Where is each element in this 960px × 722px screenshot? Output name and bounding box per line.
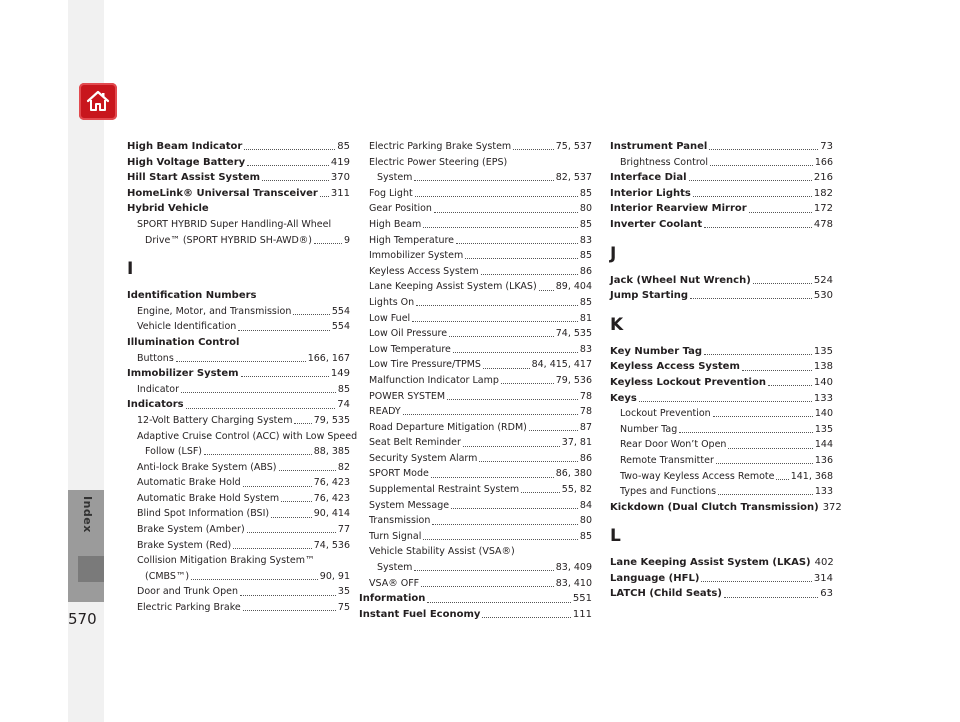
entry-pages: 74, 536	[313, 539, 350, 551]
index-subentry[interactable]	[127, 600, 350, 616]
entry-name: Lane Keeping Assist System (LKAS)	[610, 557, 811, 569]
entry-pages: 402	[814, 557, 834, 569]
entry-name: Buttons	[137, 352, 174, 364]
entry-pages: 85	[579, 296, 592, 308]
index-subentry[interactable]	[369, 248, 592, 264]
entry-pages: 76, 423	[313, 492, 350, 504]
index-subentry[interactable]	[127, 475, 350, 491]
entry-pages: 35	[337, 586, 350, 598]
entry-pages: 216	[813, 172, 833, 184]
entry-name: Electric Parking Brake	[137, 602, 241, 614]
entry-name: Road Departure Mitigation (RDM)	[369, 421, 527, 433]
entry-pages: 73	[820, 141, 833, 152]
entry-pages: 80	[579, 515, 592, 527]
entry-pages: 63	[820, 588, 833, 600]
entry-pages: 87	[579, 421, 592, 433]
entry-pages: 90, 91	[319, 570, 350, 582]
index-subentry[interactable]	[610, 422, 833, 438]
entry-pages: 140	[814, 408, 833, 420]
index-subentry[interactable]	[369, 342, 592, 358]
index-tab-marker	[78, 556, 104, 582]
section-letter-l: L	[610, 526, 621, 547]
entry-name: Types and Functions	[620, 486, 717, 498]
entry-pages: 90, 414	[313, 508, 350, 520]
entry-name: LATCH (Child Seats)	[610, 588, 722, 600]
index-subentry[interactable]	[369, 482, 592, 498]
entry-pages: 136	[814, 454, 833, 466]
index-subentry[interactable]	[369, 279, 592, 295]
index-subentry-text: Electric Power Steering (EPS)	[369, 156, 508, 168]
entry-name: Brake System (Red)	[137, 539, 232, 551]
entry-name: Language (HFL)	[610, 572, 700, 584]
index-entry[interactable]	[610, 288, 833, 304]
entry-pages: 83, 409	[555, 562, 592, 574]
entry-name: Engine, Motor, and Transmission	[137, 305, 292, 317]
entry-name: Follow (LSF)	[145, 446, 203, 458]
entry-pages: 85	[579, 250, 592, 262]
entry-name: High Voltage Battery	[127, 156, 246, 168]
index-subentry[interactable]	[127, 304, 350, 320]
entry-name: Instant Fuel Economy	[359, 608, 481, 620]
entry-name: Gear Position	[369, 203, 432, 215]
entry-pages: 88, 385	[313, 446, 350, 458]
index-entry[interactable]	[610, 201, 833, 217]
entry-pages: 79, 536	[555, 374, 592, 386]
entry-pages: 111	[572, 608, 592, 620]
index-heading: Identification Numbers	[127, 290, 257, 302]
index-entry[interactable]	[127, 139, 350, 155]
index-heading: Illumination Control	[127, 336, 240, 348]
page-number: 570	[68, 610, 97, 628]
entry-name: Vehicle Identification	[137, 321, 237, 333]
entry-pages: 83	[579, 234, 592, 246]
entry-pages: 82	[337, 461, 350, 473]
index-entry[interactable]	[127, 397, 350, 413]
entry-name: High Beam	[369, 218, 422, 230]
index-subentry[interactable]	[610, 453, 833, 469]
entry-pages: 554	[331, 305, 350, 317]
section-letter-i: I	[127, 259, 134, 280]
index-subentry-text: Vehicle Stability Assist (VSA®)	[369, 546, 515, 558]
index-column-1	[127, 139, 358, 616]
entry-pages: 83, 410	[555, 577, 592, 589]
entry-name: Low Tire Pressure/TPMS	[369, 359, 481, 371]
entry-name: Indicator	[137, 383, 179, 395]
entry-pages: 133	[814, 486, 833, 498]
index-entry[interactable]	[610, 273, 833, 289]
entry-name: READY	[369, 406, 401, 418]
index-subentry[interactable]	[610, 437, 833, 453]
entry-name: Drive™ (SPORT HYBRID SH-AWD®)	[145, 234, 313, 246]
index-subentry[interactable]	[369, 513, 592, 529]
index-subentry[interactable]	[610, 155, 833, 171]
entry-name: Security System Alarm	[369, 452, 478, 464]
entry-name: Keyless Access System	[610, 361, 740, 373]
entry-name: Key Number Tag	[610, 345, 703, 357]
index-entry[interactable]	[127, 170, 350, 186]
entry-name: High Beam Indicator	[127, 141, 243, 152]
index-subentry[interactable]	[610, 484, 833, 500]
entry-name: Immobilizer System	[369, 250, 464, 262]
entry-pages: 172	[813, 203, 833, 215]
entry-name: Remote Transmitter	[620, 454, 714, 466]
entry-pages: 135	[814, 423, 833, 435]
entry-pages: 419	[330, 156, 350, 168]
entry-name: Turn Signal	[369, 530, 422, 542]
entry-pages: 478	[813, 218, 833, 230]
entry-pages: 372	[822, 501, 842, 513]
index-subentry[interactable]	[369, 576, 592, 592]
index-subentry[interactable]	[369, 451, 592, 467]
entry-name: Automatic Brake Hold System	[137, 492, 280, 504]
entry-name: SPORT Mode	[369, 468, 429, 480]
entry-pages: 86	[579, 452, 592, 464]
entry-name: Door and Trunk Open	[137, 586, 239, 598]
index-subentry[interactable]	[369, 529, 592, 545]
entry-name: System Message	[369, 499, 450, 511]
entry-name: Keys	[610, 392, 637, 404]
index-subentry[interactable]	[127, 382, 350, 398]
entry-pages: 75	[337, 602, 350, 614]
index-entry[interactable]	[610, 139, 833, 155]
index-subentry[interactable]	[127, 584, 350, 600]
index-subentry[interactable]	[369, 326, 592, 342]
index-subentry[interactable]	[369, 170, 592, 186]
entry-pages: 74	[337, 399, 350, 411]
index-subentry[interactable]	[127, 522, 350, 538]
entry-name: Keyless Access System	[369, 265, 479, 277]
entry-name: Anti-lock Brake System (ABS)	[137, 461, 277, 473]
entry-name: Low Temperature	[369, 343, 451, 355]
index-entry[interactable]	[610, 359, 833, 375]
index-subentry[interactable]	[369, 404, 592, 420]
entry-pages: 85	[579, 218, 592, 230]
index-entry[interactable]	[610, 375, 833, 391]
entry-pages: 85	[337, 383, 350, 395]
entry-name: Brake System (Amber)	[137, 524, 245, 536]
entry-pages: 86, 380	[555, 468, 592, 480]
index-subentry[interactable]	[369, 435, 592, 451]
entry-name: Transmission	[369, 515, 431, 527]
section-letter-j: J	[610, 243, 617, 264]
index-subentry[interactable]	[369, 560, 592, 576]
index-entry[interactable]	[610, 186, 833, 202]
entry-name: System	[377, 172, 413, 184]
entry-pages: 166, 167	[307, 352, 350, 364]
entry-pages: 77	[337, 524, 350, 536]
entry-name: 12-Volt Battery Charging System	[137, 414, 293, 426]
entry-name: System	[377, 562, 413, 574]
index-subentry-text: Adaptive Cruise Control (ACC) with Low Speed	[137, 430, 358, 442]
index-subentry[interactable]	[369, 217, 592, 233]
index-subentry[interactable]	[369, 420, 592, 436]
index-entry[interactable]	[610, 571, 833, 587]
entry-name: Keyless Lockout Prevention	[610, 376, 766, 388]
entry-name: Interface Dial	[610, 172, 687, 184]
entry-name: Jack (Wheel Nut Wrench)	[610, 274, 751, 286]
entry-name: Jump Starting	[610, 290, 689, 302]
index-heading: Hybrid Vehicle	[127, 203, 209, 215]
entry-name: Inverter Coolant	[610, 218, 703, 230]
index-subentry[interactable]	[127, 538, 350, 554]
index-subentry[interactable]	[369, 264, 592, 280]
entry-name: Lights On	[369, 296, 415, 308]
entry-pages: 78	[579, 390, 592, 402]
index-subentry[interactable]	[369, 295, 592, 311]
entry-name: Blind Spot Information (BSI)	[137, 508, 270, 520]
index-column-2	[359, 139, 592, 622]
entry-name: Information	[359, 593, 426, 605]
entry-name: Lockout Prevention	[620, 408, 711, 420]
entry-pages: 74, 535	[555, 328, 592, 340]
index-subentry[interactable]	[127, 569, 350, 585]
entry-pages: 370	[330, 172, 350, 184]
entry-pages: 149	[330, 368, 350, 380]
entry-pages: 144	[814, 439, 833, 451]
entry-name: Low Oil Pressure	[369, 328, 448, 340]
entry-pages: 84, 415, 417	[531, 359, 592, 371]
index-subentry[interactable]	[369, 498, 592, 514]
index-subentry[interactable]	[369, 357, 592, 373]
entry-pages: 85	[579, 530, 592, 542]
entry-pages: 554	[331, 321, 350, 333]
index-subentry[interactable]	[369, 139, 592, 155]
entry-pages: 9	[343, 234, 350, 246]
index-subentry[interactable]	[369, 373, 592, 389]
entry-pages: 182	[813, 187, 833, 199]
index-subentry[interactable]	[369, 311, 592, 327]
index-entry[interactable]	[610, 344, 833, 360]
index-entry[interactable]	[610, 170, 833, 186]
entry-name: Number Tag	[620, 423, 678, 435]
entry-pages: 75, 537	[555, 141, 592, 152]
index-entry[interactable]	[610, 500, 842, 516]
index-entry[interactable]	[359, 591, 592, 607]
index-subentry[interactable]	[610, 469, 833, 485]
home-button[interactable]	[79, 83, 117, 120]
entry-name: Fog Light	[369, 187, 413, 199]
entry-pages: 524	[813, 274, 833, 286]
index-column-3	[610, 139, 842, 602]
index-subentry[interactable]	[127, 444, 350, 460]
entry-pages: 82, 537	[555, 172, 592, 184]
index-entry[interactable]	[610, 217, 833, 233]
index-tab-label: Index	[81, 496, 94, 533]
entry-pages: 551	[572, 593, 592, 605]
index-entry[interactable]	[359, 607, 592, 623]
index-subentry[interactable]	[127, 351, 350, 367]
entry-name: Malfunction Indicator Lamp	[369, 374, 499, 386]
entry-name: Immobilizer System	[127, 368, 239, 380]
entry-pages: 141, 368	[790, 470, 833, 482]
index-subentry[interactable]	[369, 233, 592, 249]
index-subentry[interactable]	[369, 201, 592, 217]
entry-name: Interior Lights	[610, 187, 691, 199]
index-subentry[interactable]	[127, 319, 350, 335]
entry-pages: 166	[814, 156, 833, 168]
entry-name: Brightness Control	[620, 156, 708, 168]
index-entry[interactable]	[127, 186, 350, 202]
entry-pages: 55, 82	[561, 484, 592, 496]
entry-name: Lane Keeping Assist System (LKAS)	[369, 281, 537, 293]
entry-name: HomeLink® Universal Transceiver	[127, 187, 318, 199]
index-subentry-text: SPORT HYBRID Super Handling-All Wheel	[137, 218, 332, 230]
home-icon	[85, 88, 111, 114]
entry-name: Instrument Panel	[610, 141, 708, 152]
entry-name: Low Fuel	[369, 312, 411, 324]
index-subentry[interactable]	[127, 491, 350, 507]
index-entry[interactable]	[610, 391, 833, 407]
entry-pages: 76, 423	[313, 477, 350, 489]
entry-pages: 138	[813, 361, 833, 373]
entry-pages: 311	[330, 187, 350, 199]
entry-pages: 530	[813, 290, 833, 302]
index-subentry-text: Collision Mitigation Braking System™	[137, 555, 315, 567]
entry-pages: 135	[813, 345, 833, 357]
index-subentry[interactable]	[127, 460, 350, 476]
entry-pages: 81	[579, 312, 592, 324]
entry-name: Indicators	[127, 399, 184, 411]
entry-name: Two-way Keyless Access Remote	[620, 470, 775, 482]
entry-pages: 86	[579, 265, 592, 277]
entry-name: Automatic Brake Hold	[137, 477, 241, 489]
entry-name: VSA® OFF	[369, 577, 420, 589]
entry-pages: 80	[579, 203, 592, 215]
entry-pages: 37, 81	[561, 437, 592, 449]
entry-name: Supplemental Restraint System	[369, 484, 520, 496]
entry-pages: 79, 535	[313, 414, 350, 426]
index-subentry[interactable]	[127, 506, 350, 522]
entry-pages: 83	[579, 343, 592, 355]
entry-name: (CMBS™)	[145, 570, 190, 582]
index-entry[interactable]	[610, 555, 833, 571]
entry-pages: 85	[337, 141, 350, 152]
entry-name: Interior Rearview Mirror	[610, 203, 747, 215]
entry-name: Rear Door Won’t Open	[620, 439, 727, 451]
entry-name: High Temperature	[369, 234, 455, 246]
entry-pages: 133	[813, 392, 833, 404]
entry-name: Electric Parking Brake System	[369, 141, 512, 152]
index-subentry[interactable]	[369, 389, 592, 405]
entry-pages: 140	[813, 376, 833, 388]
index-subentry[interactable]	[127, 413, 350, 429]
entry-pages: 78	[579, 406, 592, 418]
entry-pages: 314	[813, 572, 833, 584]
entry-name: POWER SYSTEM	[369, 390, 446, 402]
entry-pages: 85	[579, 187, 592, 199]
index-subentry[interactable]	[369, 466, 592, 482]
index-entry[interactable]	[610, 586, 833, 602]
entry-pages: 89, 404	[555, 281, 592, 293]
index-entry[interactable]	[127, 366, 350, 382]
entry-name: Hill Start Assist System	[127, 172, 260, 184]
index-subentry[interactable]	[610, 406, 833, 422]
entry-pages: 84	[579, 499, 592, 511]
index-entry[interactable]	[127, 155, 350, 171]
index-subentry[interactable]	[127, 233, 350, 249]
entry-name: Seat Belt Reminder	[369, 437, 461, 449]
index-subentry[interactable]	[369, 186, 592, 202]
section-letter-k: K	[610, 314, 624, 335]
entry-name: Kickdown (Dual Clutch Transmission)	[610, 501, 819, 513]
